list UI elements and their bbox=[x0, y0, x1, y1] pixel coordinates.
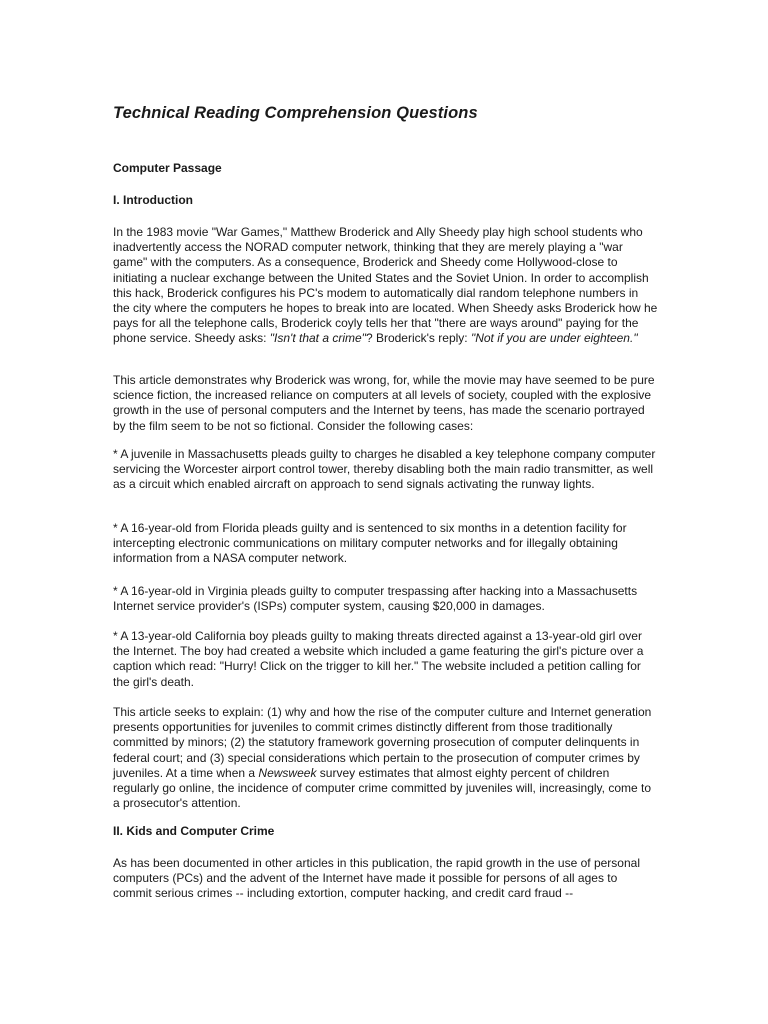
kids-crime-paragraph: As has been documented in other articles in this publication, the rapid growth in the use of personal computers (PCs) and the advent of the Internet have made it possible for persons of all ages to commit serious crimes -- including extortion, computer hacking, and credit card fraud -- bbox=[113, 856, 640, 901]
section-heading-kids-crime: II. Kids and Computer Crime bbox=[113, 824, 275, 838]
section-heading-introduction: I. Introduction bbox=[113, 193, 193, 207]
intro-quote-broderick: "Not if you are under eighteen." bbox=[470, 331, 638, 346]
goals-text-part-1: This article seeks to explain: (1) why and how the rise of the computer culture and Internet generation presents opportunities for juveniles to commit crimes distinctly different from those traditionally committed by minors; (2) the statutory framework governing prosecution of computer delinquents in federal court; and (3) special considerations which pertain to the prosecution of computer crimes by juveniles. At a time when a bbox=[113, 705, 652, 780]
goals-text-part-2: survey estimates that almost eighty percent of children regularly go online, the incidence of computer crime committed by juveniles will, increasingly, come to a prosecutor's attention. bbox=[113, 765, 652, 811]
article-goals-paragraph bbox=[113, 705, 658, 811]
newsweek-reference: Newsweek bbox=[258, 765, 317, 780]
case-item-florida: * A 16-year-old from Florida pleads guilty and is sentenced to six months in a detention facility for intercepting electronic communications on military computer networks and for illegally obtaining information from a NASA computer network. bbox=[113, 521, 627, 566]
article-purpose-paragraph: This article demonstrates why Broderick was wrong, for, while the movie may have seemed to be pure science fiction, the increased reliance on computers at all levels of society, coupled with the explosive growth in the use of personal computers and the Internet by teens, has made the scenario portrayed by the film seem to be not so fictional. Consider the following cases: bbox=[113, 373, 655, 433]
passage-heading: Computer Passage bbox=[113, 161, 222, 175]
document-title: Technical Reading Comprehension Questions bbox=[113, 104, 478, 122]
case-item-california: * A 13-year-old California boy pleads guilty to making threats directed against a 13-year-old girl over the Internet. The boy had created a website which included a game featuring the girl's picture over a caption which read: "Hurry! Click on the trigger to kill her." The website included a petition calling for the girl's death. bbox=[113, 629, 644, 689]
case-item-virginia: * A 16-year-old in Virginia pleads guilty to computer trespassing after hacking into a Massachusetts Internet service provider's (ISPs) computer system, causing $20,000 in damages. bbox=[113, 584, 638, 614]
intro-quote-sheedy: "Isn't that a crime" bbox=[269, 331, 366, 346]
intro-text-part-1: In the 1983 movie "War Games," Matthew Broderick and Ally Sheedy play high school students who inadvertently access the NORAD computer network, thinking that they are merely playing a "war game" with the computers. As a consequence, Broderick and Sheedy come Hollywood-close to initiating a nuclear exchange between the United States and the Soviet Union. In order to accomplish this hack, Broderick configures his PC's modem to automatically dial random telephone numbers in the city where the computers he hopes to break into are located. When Sheedy asks Broderick how he pays for all the telephone calls, Broderick coyly tells her that "there are ways around" paying for the phone service. Sheedy asks: bbox=[113, 225, 658, 346]
case-item-massachusetts: * A juvenile in Massachusetts pleads guilty to charges he disabled a key telephone company computer servicing the Worcester airport control tower, thereby disabling both the main radio transmitter, as well as a circuit which enabled aircraft on approach to send signals activating the runway lights. bbox=[113, 447, 656, 492]
intro-text-part-2: ? Broderick's reply: bbox=[365, 331, 471, 346]
intro-paragraph bbox=[113, 225, 658, 347]
